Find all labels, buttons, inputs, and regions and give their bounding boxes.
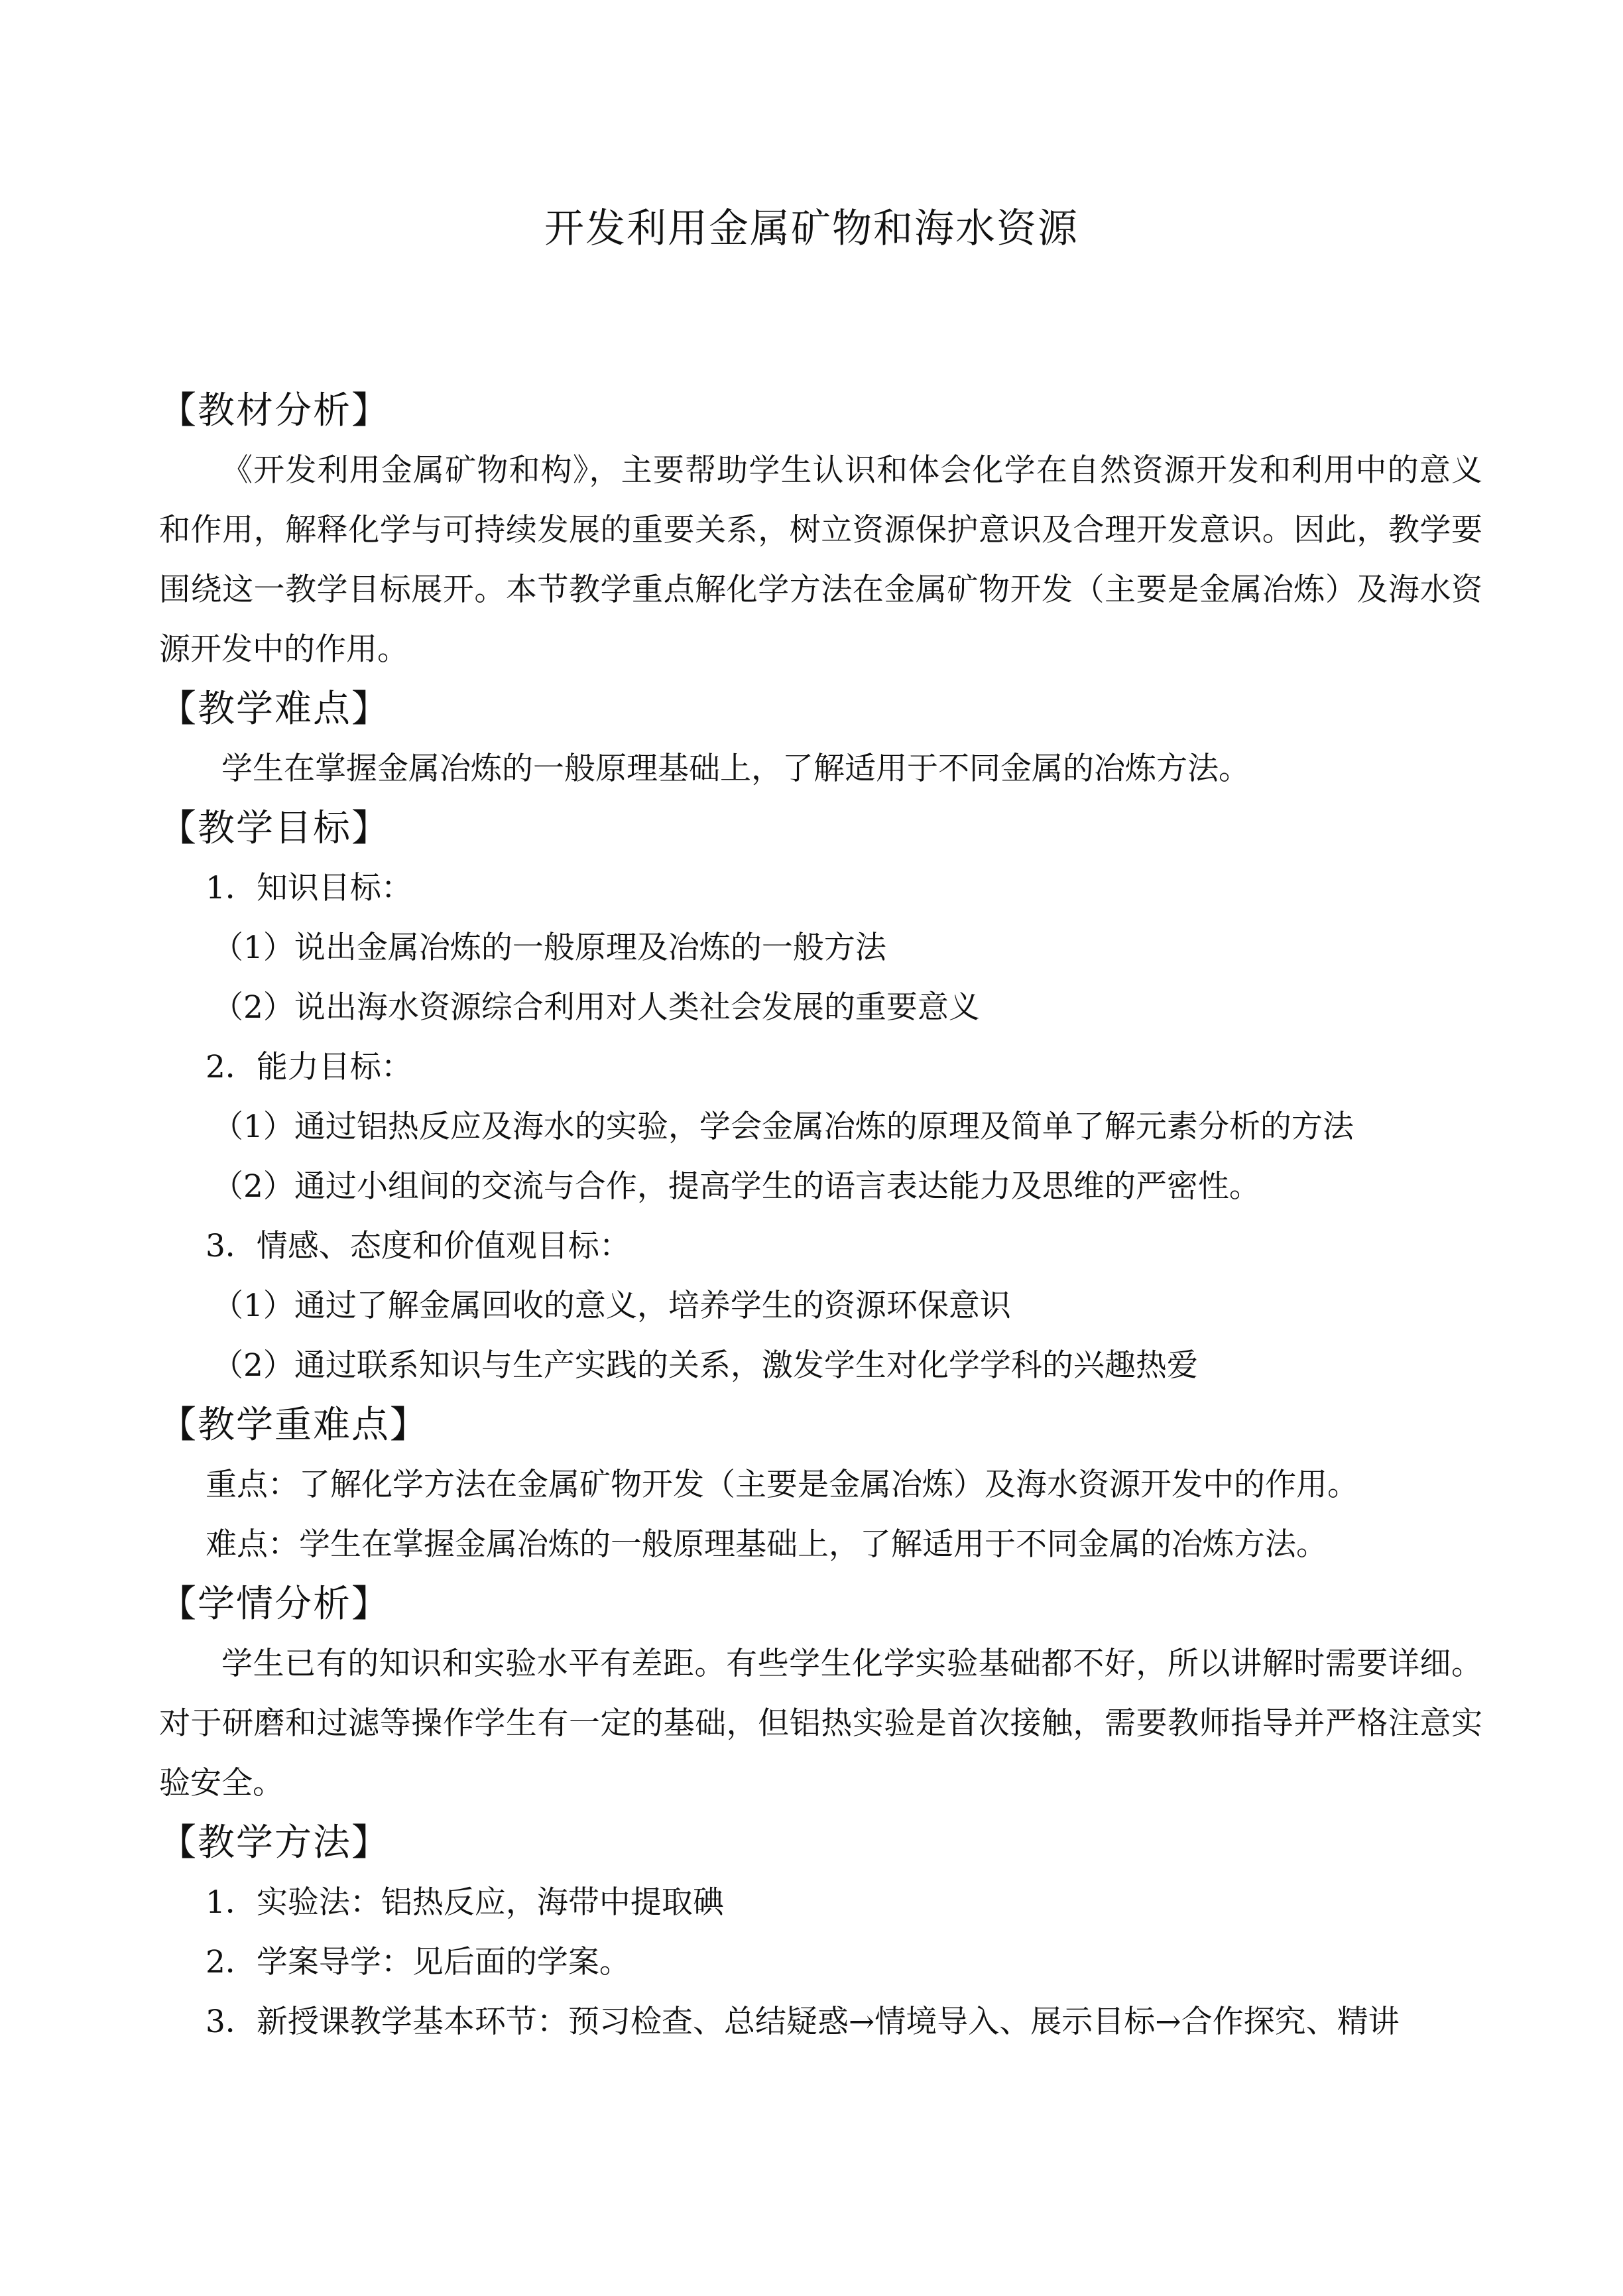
goal-ability-item-1: （1）通过铝热反应及海水的实验，学会金属冶炼的原理及简单了解元素分析的方法	[212, 1109, 1354, 1145]
section-heading-teaching-difficulty: 【教学难点】	[159, 688, 390, 731]
goal-knowledge-item-1: （1）说出金属冶炼的一般原理及冶炼的一般方法	[212, 930, 886, 966]
method-item-2: 2．学案导学：见后面的学案。	[206, 1944, 631, 1980]
document-body	[159, 381, 1482, 2052]
goal-emotion-item-1: （1）通过了解金属回收的意义，培养学生的资源环保意识	[212, 1288, 1011, 1324]
document-title: 开发利用金属矿物和海水资源	[544, 206, 1079, 252]
section-heading-teaching-methods: 【教学方法】	[159, 1821, 390, 1864]
section-heading-textbook-analysis: 【教材分析】	[159, 389, 390, 432]
key-point: 重点：了解化学方法在金属矿物开发（主要是金属冶炼）及海水资源开发中的作用。	[206, 1467, 1358, 1503]
goal-ability: 2．能力目标：	[206, 1049, 412, 1085]
goal-emotion: 3．情感、态度和价值观目标：	[206, 1228, 631, 1264]
goal-ability-item-2: （2）通过小组间的交流与合作，提高学生的语言表达能力及思维的严密性。	[212, 1168, 1260, 1205]
goal-emotion-item-2: （2）通过联系知识与生产实践的关系，激发学生对化学学科的兴趣热爱	[212, 1347, 1198, 1384]
student-analysis-paragraph: 学生已有的知识和实验水平有差距。有些学生化学实验基础都不好，所以讲解时需要详细。对于研磨和过滤等操作学生有一定的基础，但铝热实验是首次接触，需要教师指导并严格注意实验安全。	[159, 1646, 1482, 1801]
method-item-3: 3．新授课教学基本环节：预习检查、总结疑惑→情境导入、展示目标→合作探究、精讲	[206, 2004, 1400, 2040]
method-item-1: 1．实验法：铝热反应，海带中提取碘	[206, 1884, 724, 1921]
teaching-difficulty-paragraph: 学生在掌握金属冶炼的一般原理基础上，了解适用于不同金属的冶炼方法。	[221, 751, 1250, 787]
difficult-point: 难点：学生在掌握金属冶炼的一般原理基础上，了解适用于不同金属的冶炼方法。	[206, 1526, 1327, 1563]
section-heading-student-analysis: 【学情分析】	[159, 1583, 390, 1626]
goal-knowledge: 1．知识目标：	[206, 870, 412, 906]
goal-knowledge-item-2: （2）说出海水资源综合利用对人类社会发展的重要意义	[212, 989, 980, 1026]
section-heading-teaching-goals: 【教学目标】	[159, 807, 390, 850]
section-heading-key-points: 【教学重难点】	[159, 1404, 428, 1447]
textbook-analysis-paragraph: 《开发利用金属矿物和构》，主要帮助学生认识和体会化学在自然资源开发和利用中的意义和作用，解释化学与可持续发展的重要关系，树立资源保护意识及合理开发意识。因此，教学要围绕这一教学目标展开。本节教学重点解化学方法在金属矿物开发（主要是金属冶炼）及海水资源开发中的作用。	[159, 452, 1482, 668]
